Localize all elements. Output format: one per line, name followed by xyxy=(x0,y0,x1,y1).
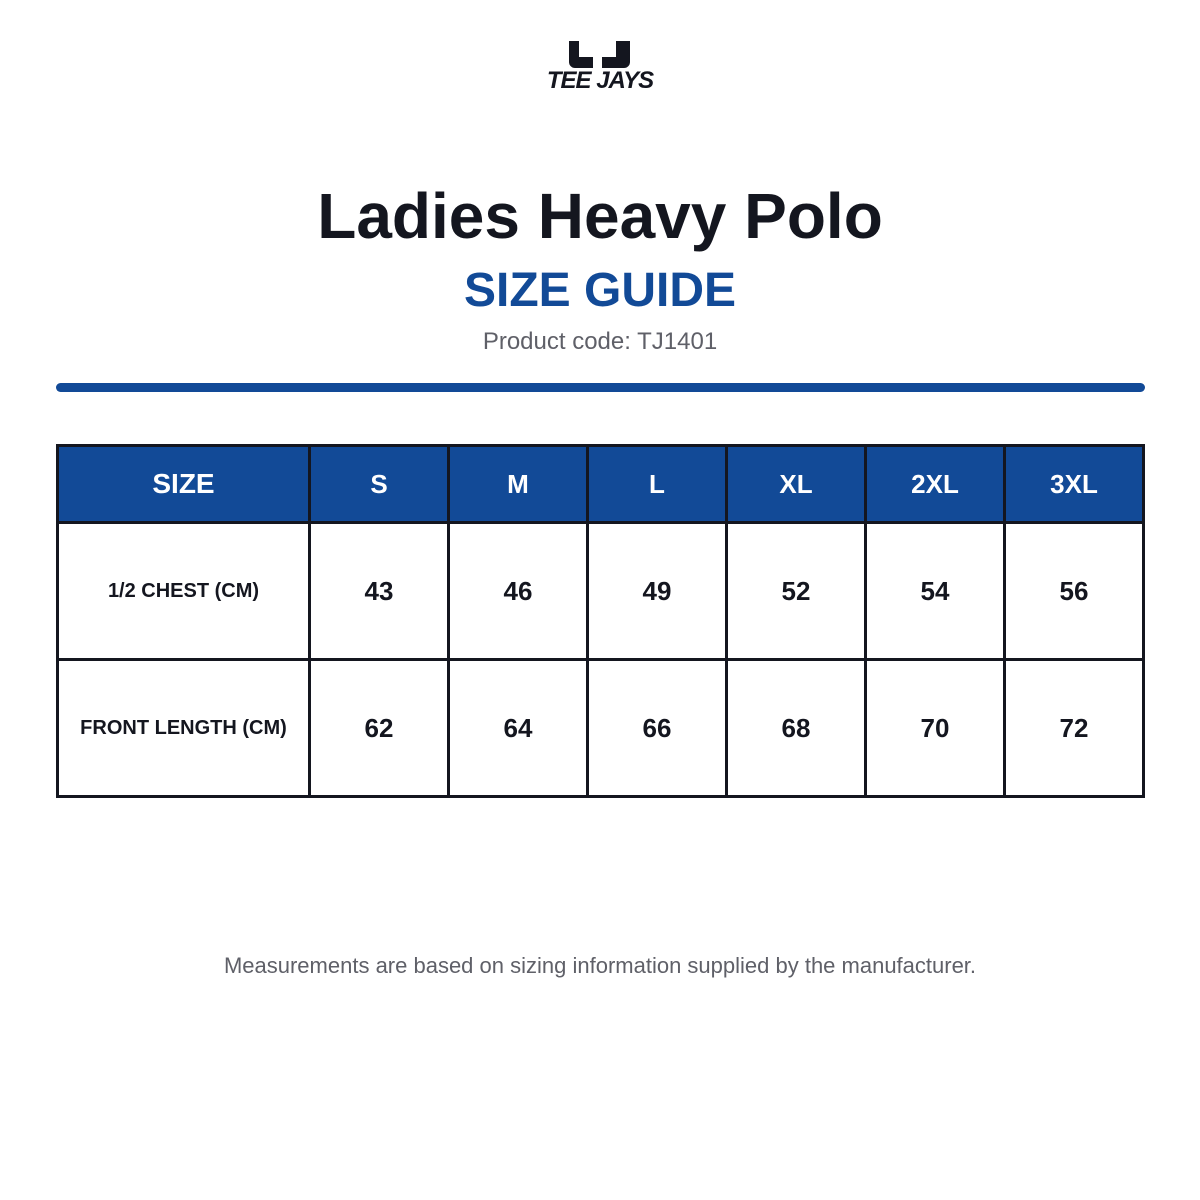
measure-cell: 62 xyxy=(310,660,449,797)
measure-cell: 72 xyxy=(1005,660,1144,797)
size-header-cell: XL xyxy=(727,446,866,523)
size-header-cell: M xyxy=(449,446,588,523)
measure-cell: 66 xyxy=(588,660,727,797)
table-row xyxy=(58,523,1144,660)
footnote: Measurements are based on sizing information supplied by the manufacturer. xyxy=(223,953,977,978)
size-header-cell: 2XL xyxy=(866,446,1005,523)
measure-cell: 52 xyxy=(727,523,866,660)
size-header-cell: 3XL xyxy=(1005,446,1144,523)
size-table xyxy=(56,444,1145,798)
row-label: 1/2 CHEST (CM) xyxy=(58,523,310,660)
table-row xyxy=(58,660,1144,797)
product-code: Product code: TJ1401 xyxy=(482,328,718,355)
measure-cell: 43 xyxy=(310,523,449,660)
page-title: Ladies Heavy Polo xyxy=(317,180,883,252)
tee-jays-logo xyxy=(530,38,670,98)
size-header-label: SIZE xyxy=(58,446,310,523)
size-header-cell: L xyxy=(588,446,727,523)
row-label: FRONT LENGTH (CM) xyxy=(58,660,310,797)
measure-cell: 54 xyxy=(866,523,1005,660)
measure-cell: 70 xyxy=(866,660,1005,797)
size-header-row xyxy=(58,446,1144,523)
measure-cell: 49 xyxy=(588,523,727,660)
page-subtitle: SIZE GUIDE xyxy=(463,264,737,317)
measure-cell: 64 xyxy=(449,660,588,797)
measure-cell: 46 xyxy=(449,523,588,660)
divider xyxy=(56,383,1145,392)
tj-logo-mark xyxy=(530,38,670,70)
measure-cell: 56 xyxy=(1005,523,1144,660)
measure-cell: 68 xyxy=(727,660,866,797)
size-header-cell: S xyxy=(310,446,449,523)
logo-text: TEE JAYS xyxy=(546,67,654,94)
